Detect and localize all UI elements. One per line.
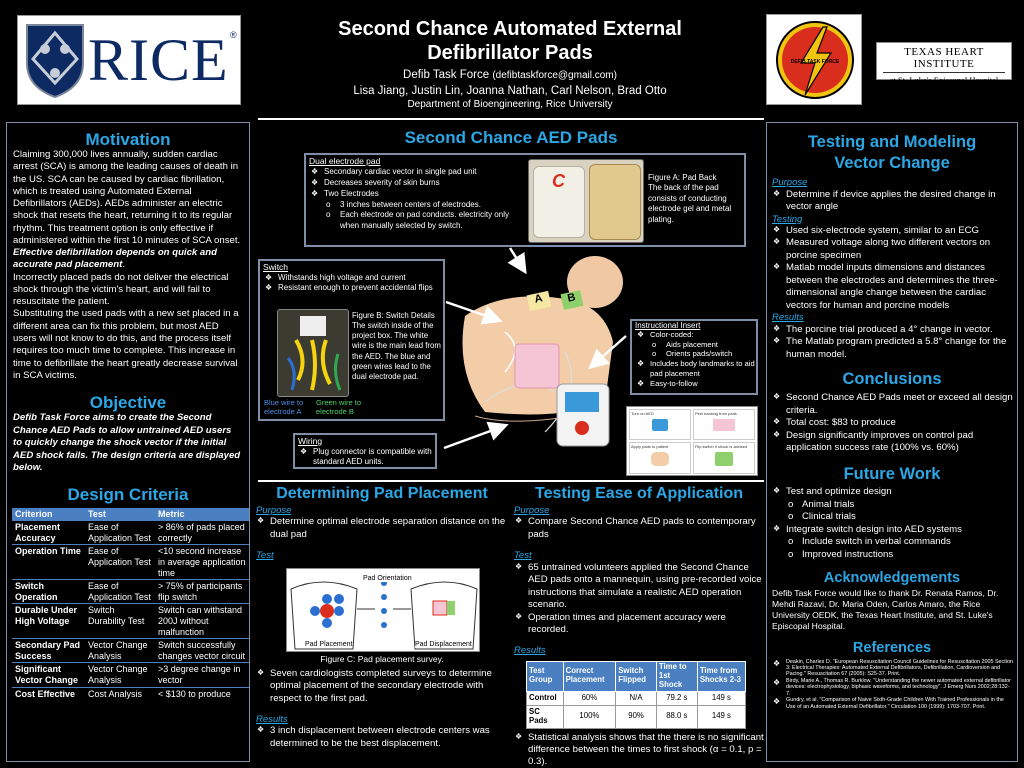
poster-title	[260, 17, 760, 65]
pad-back-image	[589, 164, 641, 240]
table-cell: > 75% of participants flip switch	[158, 581, 243, 602]
modeling-purpose-label: Purpose	[772, 177, 808, 189]
list-item: ❖ Includes body landmarks to aid pad placement	[636, 359, 756, 378]
table-cell: 100%	[563, 705, 616, 728]
rice-wordmark: RICE	[88, 27, 229, 93]
results-header-cell: Test Group	[527, 661, 564, 691]
team-line	[260, 69, 760, 81]
title-line-1: Second Chance Automated External	[338, 18, 682, 40]
modeling-results-list	[772, 324, 1013, 361]
ease-section	[514, 485, 764, 768]
list-item: ❖ Secondary cardiac vector in single pad unit	[310, 167, 516, 178]
figure-a-title: Figure A: Pad Back	[648, 173, 717, 182]
list-item: o 3 inches between centers of electrodes.	[310, 200, 518, 211]
table-cell: Ease of Application Test	[88, 546, 151, 567]
switch-box	[258, 259, 445, 421]
table-cell: 79.2 s	[656, 691, 697, 705]
pad-front-image	[533, 166, 585, 238]
insert-step-caption: Turn on AED	[631, 411, 654, 416]
motivation-p4: Substituting the used pads with a new set placed in a different area can fix this problem, but most AED users will not know to do this, and the process itself requires too much time to complete. This increase in time to defibrillate the heart greatly decrease survival in SCA victims.	[13, 308, 239, 381]
aed-device-icon	[652, 419, 668, 431]
list-item: ❖ The porcine trial produced a 4° change in vector.	[772, 324, 1013, 336]
table-cell: Significant Vector Change	[15, 664, 79, 686]
insert-step-caption: Peel backing from pads	[695, 411, 737, 416]
table-cell: SC Pads	[527, 705, 564, 728]
list-item: ❖ Withstands high voltage and current	[264, 273, 443, 283]
table-cell: Vector Change Analysis	[88, 664, 148, 686]
wiring-box	[293, 433, 437, 469]
modeling-title: Testing and Modeling Vector Change	[807, 133, 977, 173]
list-item: ❖ Plug connector is compatible with standard AED units.	[299, 447, 435, 467]
center-divider	[258, 480, 764, 482]
motivation-p1: Claiming 300,000 lives annually, sudden cardiac arrest (SCA) is among the leading causes of death in the US. SCA can be caused by cardiac fibrillation, which is treated using Automated External Defibrillators (AEDs). AEDs administer an electric shock that resets the heart, returning it to its regular rhythm. This treatment option is only effective if administered within the first 10 minutes of SCA onset.	[13, 149, 241, 246]
wiring-list	[295, 447, 435, 467]
ease-stat-list	[514, 732, 764, 768]
table-row	[527, 705, 746, 728]
ease-test-list	[514, 562, 764, 637]
table-cell: >3 degree change in vector	[158, 664, 241, 686]
table-cell: 88.0 s	[656, 705, 697, 728]
future-sublist-1	[772, 499, 1013, 524]
right-column-panel	[766, 122, 1018, 762]
modeling-testing-list	[772, 225, 1013, 312]
table-cell: Ease of Application Test	[88, 522, 151, 543]
table-cell: Switch can withstand 200J without malfunction	[158, 605, 243, 637]
results-header-cell: Switch Flipped	[616, 661, 657, 691]
table-cell: 149 s	[697, 691, 745, 705]
department-line: Department of Bioengineering, Rice University	[407, 99, 613, 110]
criteria-header-cell: Metric	[158, 509, 185, 520]
criteria-header-cell: Criterion	[15, 509, 53, 520]
list-item: ❖ Deakin, Charles D. "European Resuscitation Council Guidelines for Resuscitation 2005 Section 3: Electrical Therapies: Automated External Defibrillators, Defibrillation, Cardioversion and Pacing." Resuscitation 67 (2005): S25-37. Print.	[772, 659, 1013, 678]
instructional-insert-box	[630, 319, 758, 395]
ease-results-label: Results	[514, 645, 546, 657]
list-item: o Include switch in verbal commands	[772, 536, 1013, 548]
list-item: ❖ Test and optimize design	[772, 486, 1013, 498]
authors-line: Lisa Jiang, Justin Lin, Joanna Nathan, Carl Nelson, Brad Otto	[353, 85, 667, 97]
placement-section	[256, 485, 508, 765]
dual-electrode-list	[306, 167, 516, 199]
list-item: ❖ Decreases severity of skin burns	[310, 178, 516, 189]
insert-list	[632, 330, 756, 340]
list-item: ❖ Integrate switch design into AED systems	[772, 524, 1013, 536]
list-item: ❖ Total cost: $83 to produce	[772, 417, 1013, 429]
criteria-header-row	[12, 508, 250, 521]
table-row	[12, 663, 250, 687]
list-item: ❖ Compare Second Chance AED pads to contemporary pads	[514, 516, 764, 541]
future-sublist-2	[772, 536, 1013, 561]
ease-test-label: Test	[514, 550, 532, 562]
figure-a-caption	[648, 173, 742, 225]
insert-step	[693, 442, 755, 474]
placement-test-list	[256, 668, 508, 705]
table-cell: < $130 to produce	[158, 688, 231, 699]
insert-step	[629, 442, 691, 474]
table-cell: Switch successfully changes vector circuit	[158, 640, 246, 661]
title-line-2: Defibrillator Pads	[427, 42, 593, 64]
table-cell: Operation Time	[15, 546, 81, 557]
placement-results-list	[256, 725, 508, 750]
list-item: o Animal trials	[772, 499, 1013, 511]
table-row	[12, 687, 250, 700]
rice-shield-icon	[25, 23, 85, 99]
list-item: ❖ 65 untrained volunteers applied the Second Chance AED pads onto a mannequin, using pre-recorded voice instructions that simulate a realistic AED operation scenario.	[514, 562, 764, 612]
list-item: ❖ Seven cardiologists completed surveys to determine optimal placement of the secondary electrode with respect to the first pad.	[256, 668, 508, 705]
table-cell: 149 s	[697, 705, 745, 728]
list-item: ❖ Design significantly improves on control pad application success rate (100% vs. 60%)	[772, 430, 1013, 455]
table-cell: Switch Operation	[15, 581, 58, 602]
dual-electrode-title: Dual electrode pad	[309, 156, 381, 166]
instruction-insert-image	[626, 406, 758, 476]
list-item: ❖ Two Electrodes	[310, 189, 516, 200]
team-email: (defibtaskforce@gmail.com)	[492, 70, 617, 81]
electrode-a-label: A	[527, 291, 552, 311]
table-row	[12, 521, 250, 545]
list-item: o Orients pads/switch	[636, 349, 756, 359]
insert-step-caption: Flip switch if shock is advised	[695, 444, 748, 449]
table-cell: <10 second increase in average application time	[158, 546, 246, 578]
ease-results-table	[526, 661, 746, 729]
task-force-logo-text: DEFIB TASK FORCE	[790, 59, 840, 65]
switch-title: Switch	[263, 262, 289, 272]
placement-survey-figure	[286, 568, 480, 652]
conclusions-title: Conclusions	[842, 370, 942, 389]
table-row	[12, 545, 250, 580]
switch-photo	[277, 309, 349, 397]
list-item: ❖ Used six-electrode system, similar to an ECG	[772, 225, 1013, 237]
motivation-p2-dot: .	[122, 259, 125, 271]
future-work-title: Future Work	[843, 464, 941, 483]
placement-test-label: Test	[256, 550, 274, 562]
table-row	[12, 604, 250, 639]
dual-electrode-box	[304, 153, 746, 247]
criteria-header-cell: Test	[88, 509, 106, 520]
table-row	[12, 639, 250, 663]
table-cell: Secondary Pad Success	[15, 640, 81, 661]
motivation-body	[7, 149, 249, 382]
references-title: References	[852, 640, 932, 657]
conclusions-list	[767, 388, 1017, 454]
figure-a-desc: The back of the pad consists of conducting electrode gel and metal plating.	[648, 183, 732, 224]
list-item: ❖ The Matlab program predicted a 5.8° change for the human model.	[772, 336, 1013, 361]
list-item: ❖ Resistant enough to prevent accidental flips	[264, 283, 443, 293]
electrode-b-label: B	[561, 290, 584, 310]
list-item: ❖ Easy-to-follow	[636, 379, 756, 389]
list-item: o Improved instructions	[772, 549, 1013, 561]
list-item: ❖ 3 inch displacement between electrode centers was determined to be the best displacement.	[256, 725, 508, 750]
list-item: ❖ Determine optimal electrode separation distance on the dual pad	[256, 516, 508, 541]
modeling-purpose-list	[772, 189, 1013, 214]
results-header-cell: Time to 1st Shock	[656, 661, 697, 691]
green-wire-label: Green wire to electrode B	[316, 398, 362, 416]
team-name: Defib Task Force	[403, 69, 490, 81]
heart-institute-sub: at St. Luke's Episcopal Hospital	[889, 75, 999, 85]
pointer-arrows	[440, 240, 640, 460]
survey-label-orientation: Pad Orientation	[363, 574, 412, 582]
insert-sublist	[632, 340, 756, 359]
dual-electrode-sublist	[306, 200, 518, 232]
survey-label-placement: Pad Placement	[305, 640, 353, 648]
figure-b-desc: The switch inside of the project box. The white wire is the main lead from the AED. The blue and green wires lead to the dual electrode pad.	[352, 321, 441, 381]
motivation-panel	[6, 122, 250, 762]
switch-step-icon	[715, 452, 733, 466]
objective-text: Defib Task Force aims to create the Second Chance AED Pads to allow untrained AED users to quickly change the shock vector if the initial AED shock fails. The design criteria are displayed below.	[13, 412, 241, 473]
switch-list	[260, 273, 443, 294]
results-header-cell: Time from Shocks 2-3	[697, 661, 745, 691]
list-item: ❖ Statistical analysis shows that the there is no significant difference between the times to first shock (α = 0.1, p = 0.3).	[514, 732, 764, 768]
list-item: ❖ Operation times and placement accuracy were recorded.	[514, 612, 764, 637]
list-item: ❖ Gundry, et al. "Comparison of Naive Sixth-Grade Children With Trained Professionals in the Use of an Automated External Defibrillator." Circulation 100 (1999): 1703-707. Print.	[772, 697, 1013, 710]
ease-title: Testing Ease of Application	[534, 485, 744, 502]
defib-task-force-logo	[766, 14, 862, 105]
pad-photo	[528, 159, 644, 243]
insert-list-2	[632, 359, 756, 388]
aed-pads-title: Second Chance AED Pads	[404, 128, 618, 147]
motivation-p2	[13, 247, 243, 272]
list-item: ❖ Color-coded:	[636, 330, 756, 340]
list-item: ❖ Birdy, Marie A., Thomas R. Burklow. "Understanding the newer automated external defibrillator devices: electrophysiology, biphasic waveforms, and technology". J Emerg Nurs 2002;28:132-7.	[772, 678, 1013, 697]
future-list-1	[772, 486, 1013, 498]
insert-title: Instructional Insert	[635, 321, 701, 330]
insert-step	[629, 409, 691, 440]
insert-step-caption: Apply pads to patient	[631, 444, 669, 449]
ease-purpose-list	[514, 516, 764, 541]
results-header-cell: Correct Placement	[563, 661, 616, 691]
placement-title: Determining Pad Placement	[276, 485, 488, 502]
table-cell: Switch Durability Test	[88, 605, 145, 626]
ease-purpose-label: Purpose	[514, 504, 550, 516]
table-cell: 90%	[616, 705, 657, 728]
table-cell: 60%	[563, 691, 616, 705]
objective-title: Objective	[89, 393, 167, 413]
table-cell: Vector Change Analysis	[88, 640, 148, 661]
placement-purpose-label: Purpose	[256, 504, 292, 516]
placement-purpose-list	[256, 516, 508, 541]
texas-heart-institute-logo	[876, 42, 1012, 85]
list-item: ❖ Matlab model inputs dimensions and distances between the electrodes and determines the three-dimensional angle change between the cardiac vectors for human and porcine models	[772, 262, 1013, 312]
design-criteria-table	[12, 508, 250, 700]
modeling-testing-label: Testing	[772, 213, 803, 225]
list-item: o Aids placement	[636, 340, 756, 350]
table-cell: Durable Under High Voltage	[15, 605, 78, 626]
list-item: o Clinical trials	[772, 511, 1013, 523]
insert-step	[693, 409, 755, 440]
torso-icon	[651, 452, 669, 466]
modeling-results-label: Results	[772, 312, 804, 324]
survey-label-displacement: Pad Displacement	[415, 640, 472, 648]
motivation-title: Motivation	[85, 130, 171, 149]
placement-results-label: Results	[256, 714, 288, 726]
references-list	[767, 657, 1017, 711]
list-item: ❖ Measured voltage along two different vectors on porcine specimen	[772, 237, 1013, 262]
acknowledgements-title: Acknowledgements	[823, 570, 961, 587]
table-row	[527, 691, 746, 705]
acknowledgements-text: Defib Task Force would like to thank Dr. Renata Ramos, Dr. Mehdi Razavi, Dr. Maria Oden, Carlos Amaro, the Rice University OEDK, the Texas Heart Institute, and St. Luke's Episcopal Hospital.	[772, 588, 999, 631]
table-cell: Ease of Application Test	[88, 581, 151, 602]
header-divider	[258, 118, 764, 120]
heart-institute-name: TEXAS HEART INSTITUTE	[883, 46, 1005, 73]
table-cell: N/A	[616, 691, 657, 705]
table-cell: Cost Analysis	[88, 688, 143, 699]
wiring-title: Wiring	[298, 436, 323, 446]
list-item: ❖ Second Chance AED Pads meet or exceed all design criteria.	[772, 392, 1013, 417]
rice-logo	[17, 15, 241, 105]
design-criteria-title: Design Criteria	[67, 485, 189, 505]
rice-registered-mark: ®	[230, 30, 237, 40]
figure-b-title: Figure B: Switch Details	[352, 311, 435, 320]
list-item: o Each electrode on pad conducts. electricity only when manually selected by switch.	[310, 210, 518, 232]
figure-c-caption: Figure C: Pad placement survey.	[320, 653, 444, 664]
motivation-p2-emphasis: Effective defibrillation depends on quick and accurate pad placement	[13, 247, 217, 271]
motivation-p3: Incorrectly placed pads do not deliver the electrical shock through the victim's heart, and will fail to resuscitate the patient.	[13, 271, 229, 308]
table-cell: Cost Effective	[15, 688, 76, 699]
list-item: ❖ Determine if device applies the desired change in vector angle	[772, 189, 1013, 214]
blue-wire-label: Blue wire to electrode A	[264, 398, 304, 416]
table-row	[12, 580, 250, 604]
table-cell: Placement Accuracy	[15, 522, 61, 543]
figure-b-caption	[352, 311, 444, 382]
table-cell: > 86% of pads placed correctly	[158, 522, 245, 543]
switch-wires-icon	[278, 310, 350, 398]
pads-icon	[713, 419, 735, 431]
future-list-2	[772, 524, 1013, 536]
pad-letter-c: C	[552, 171, 565, 191]
table-cell: Control	[527, 691, 564, 705]
results-header-row	[527, 661, 746, 691]
